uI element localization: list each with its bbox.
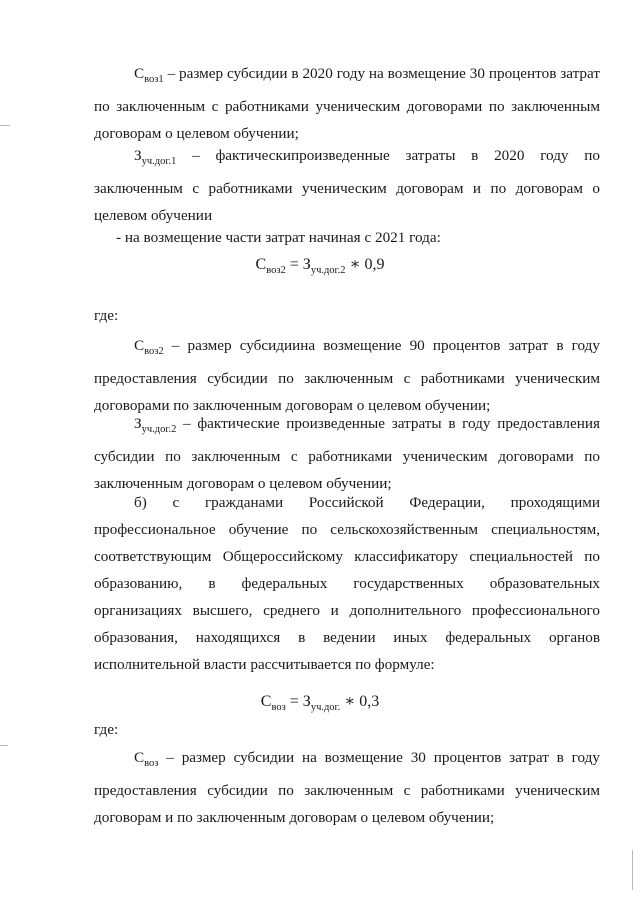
scan-margin-mark [0,745,8,746]
formula-equals: = З [285,256,311,273]
paragraph-text: – размер субсидии на возмещение 30 процентов затрат в году предоставления субсидии по заключенным с работниками ученическим договорам и по заключенным договорам о целевом обучении; [94,749,600,827]
formula-lhs: С [260,693,272,710]
symbol: З [134,147,142,164]
formula-2 [0,691,640,713]
paragraph-b-citizens: б) с гражданами Российской Федерации, проходящими профессиональное обучение по сельскохозяйственным специальностям, соответствующим Общероссийскому классификатору специальностей по образованию, в федеральных государственных образовательных организациях высшего, среднего и дополнительного профессионального образования, находящихся в ведении иных федеральных органов исполнительной власти рассчитывается по формуле: [94,494,600,673]
paragraph-text: – размер субсидиина возмещение 90 процентов затрат в году предоставления субсидии по заключенным с работниками ученическим договорами по заключенным договорам о целевом обучении; [94,337,600,415]
scan-margin-mark [0,125,10,126]
symbol-subscript: воз2 [144,346,164,358]
formula-rhs-subscript: уч.дог.2 [310,265,346,277]
symbol: С [134,337,145,354]
paragraph-zuchdog1 [94,142,600,229]
paragraph-svoz1 [94,60,600,147]
symbol: З [134,415,142,432]
formula-multiplier: ∗ 0,9 [345,256,385,273]
formula-lhs: С [255,256,267,273]
paragraph-svoz [94,744,600,831]
formula-lhs-subscript: воз [271,702,286,714]
scan-margin-mark [632,850,633,890]
symbol-subscript: уч.дог.2 [141,424,177,436]
paragraph-text: – размер субсидии в 2020 году на возмещение 30 процентов затрат по заключенным с работниками ученическим договорами по заключенным договорам о целевом обучении; [94,65,600,143]
formula-multiplier: ∗ 0,3 [340,693,380,710]
paragraph-text: – фактическипроизведенные затраты в 2020 году по заключенным с работниками ученическим договорам и по договорам о целевом обучении [94,147,600,225]
symbol-subscript: уч.дог.1 [141,156,177,168]
paragraph-svoz2 [94,332,600,419]
formula-rhs-subscript: уч.дог. [310,702,341,714]
symbol-subscript: воз1 [144,74,164,86]
where-label-2: где: [94,721,119,738]
paragraph-text: – фактические произведенные затраты в году предоставления субсидии по заключенным с работниками ученическим договорами по заключенным договорам о целевом обучении; [94,415,600,493]
formula-equals: = З [285,693,311,710]
paragraph-zuchdog2 [94,410,600,497]
formula-1 [0,254,640,276]
formula-lhs-subscript: воз2 [266,265,286,277]
symbol: С [134,65,145,82]
paragraph-from-2021: - на возмещение части затрат начиная с 2021 года: [116,229,441,246]
symbol-subscript: воз [144,758,159,770]
where-label-1: где: [94,307,119,324]
symbol: С [134,749,145,766]
